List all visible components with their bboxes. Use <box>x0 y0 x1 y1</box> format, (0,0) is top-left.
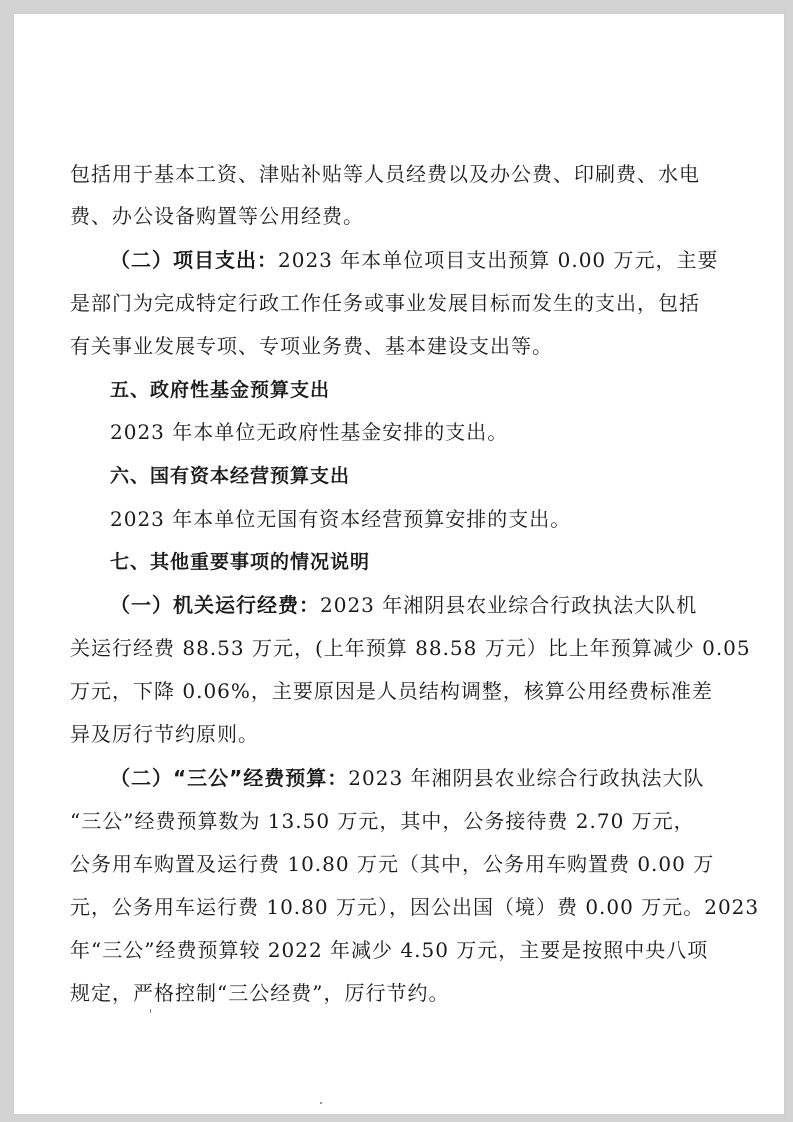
section-heading-state-capital: 六、国有资本经营预算支出 <box>110 465 351 487</box>
paragraph-line: 异及厉行节约原则。 <box>70 722 259 746</box>
paragraph-line: 元，公务用车运行费 10.80 万元），因公出国（境）费 0.00 万元。2023 <box>70 895 760 919</box>
section-heading-other-matters: 七、其他重要事项的情况说明 <box>110 551 371 573</box>
project-expenditure-line: （二）项目支出：2023 年本单位项目支出预算 0.00 万元，主要 <box>110 248 719 272</box>
paragraph-line: 年“三公”经费预算较 2022 年减少 4.50 万元，主要是按照中央八项 <box>70 938 709 962</box>
paragraph-line: 是部门为完成特定行政工作任务或事业发展目标而发生的支出，包括 <box>70 291 700 315</box>
paragraph-line: 规定，严格控制“三公经费”，厉行节约。 <box>70 981 450 1005</box>
document-page <box>14 14 784 1114</box>
section-heading-gov-fund: 五、政府性基金预算支出 <box>110 379 331 401</box>
three-public-budget-label: （二）“三公”经费预算： <box>110 766 349 790</box>
three-public-budget-line: （二）“三公”经费预算：2023 年湘阴县农业综合行政执法大队 <box>110 766 705 790</box>
paragraph-line: 关运行经费 88.53 万元，(上年预算 88.58 万元）比上年预算减少 0.05 <box>70 636 751 660</box>
scan-speck <box>320 1102 322 1104</box>
scan-speck <box>150 1009 151 1013</box>
project-expenditure-label: （二）项目支出： <box>110 248 278 272</box>
paragraph-line: 公务用车购置及运行费 10.80 万元（其中，公务用车购置费 0.00 万 <box>70 852 715 876</box>
paragraph-line: 2023 年本单位无国有资本经营预算安排的支出。 <box>110 507 572 531</box>
paragraph-line: 费、办公设备购置等公用经费。 <box>70 204 364 228</box>
paragraph-line: “三公”经费预算数为 13.50 万元，其中，公务接待费 2.70 万元， <box>70 809 695 833</box>
operating-cost-label: （一）机关运行经费： <box>110 593 320 617</box>
paragraph-line: 2023 年本单位无政府性基金安排的支出。 <box>110 420 509 444</box>
paragraph-line: 有关事业发展专项、专项业务费、基本建设支出等。 <box>70 334 553 358</box>
paragraph-line: 万元，下降 0.06%，主要原因是人员结构调整，核算公用经费标准差 <box>70 679 713 703</box>
operating-cost-line: （一）机关运行经费：2023 年湘阴县农业综合行政执法大队机 <box>110 593 698 617</box>
paragraph-line: 包括用于基本工资、津贴补贴等人员经费以及办公费、印刷费、水电 <box>70 162 700 186</box>
